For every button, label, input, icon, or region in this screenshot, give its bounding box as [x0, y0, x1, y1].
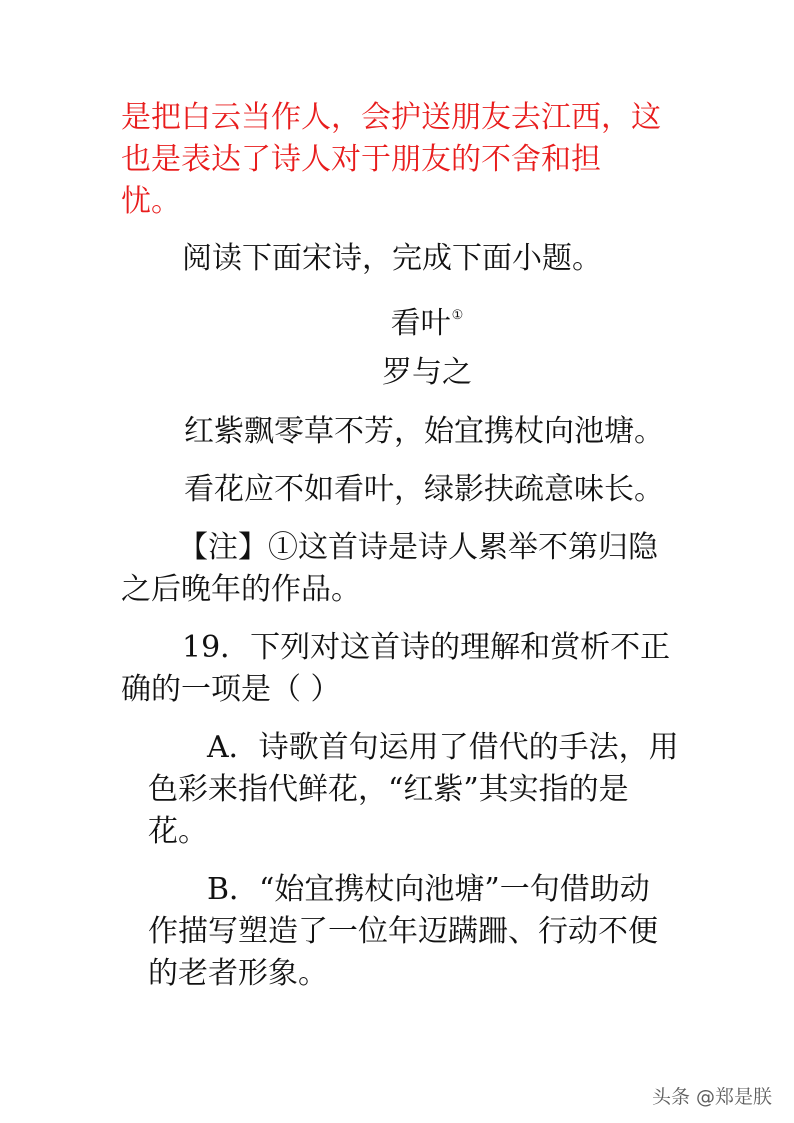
option-a-line-3: 花。	[148, 814, 208, 849]
poem-title-note-mark: ①	[451, 308, 464, 323]
poem-author: 罗与之	[382, 355, 472, 390]
watermark-text: 头条 @郑是朕	[652, 1086, 773, 1108]
option-a-line-1: A．诗歌首句运用了借代的手法，用	[207, 730, 679, 765]
option-b-line-1: B．“始宜携杖向池塘”一句借助动	[207, 872, 650, 907]
option-b-line-3: 的老者形象。	[148, 956, 328, 991]
answer-line-1: 是把白云当作人，会护送朋友去江西，这	[121, 100, 661, 135]
answer-line-2: 也是表达了诗人对于朋友的不舍和担	[121, 142, 601, 177]
reading-instruction: 阅读下面宋诗，完成下面小题。	[182, 241, 602, 276]
poem-title	[0, 296, 794, 344]
option-b-line-2: 作描写塑造了一位年迈蹒跚、行动不便	[148, 914, 658, 949]
option-a-line-2: 色彩来指代鲜花，“红紫”其实指的是	[148, 772, 629, 807]
question-line-1: 19．下列对这首诗的理解和赏析不正	[182, 630, 671, 665]
annotation-line-2: 之后晚年的作品。	[121, 572, 361, 607]
poem-line-2: 看花应不如看叶，绿影扶疏意味长。	[184, 472, 664, 507]
poem-line-1: 红紫飘零草不芳，始宜携杖向池塘。	[184, 414, 664, 449]
annotation-line-1: 【注】①这首诗是诗人累举不第归隐	[178, 530, 658, 565]
question-line-2: 确的一项是（ ）	[121, 672, 341, 707]
answer-line-3: 忧。	[121, 184, 181, 219]
poem-title-text: 看叶	[390, 306, 451, 341]
